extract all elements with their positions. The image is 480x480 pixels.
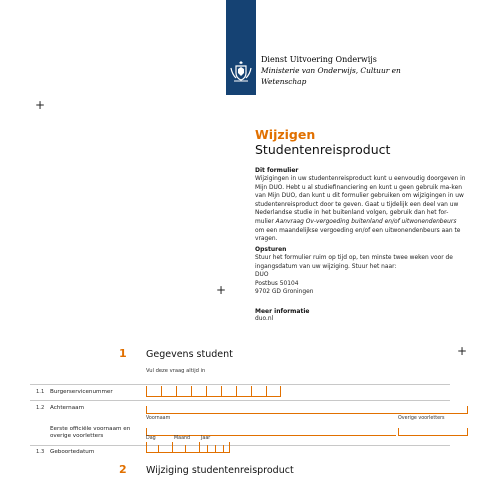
- section-title: Gegevens student: [146, 349, 233, 360]
- crosshair-icon: +: [216, 283, 227, 297]
- maand-label: Maand: [174, 436, 191, 441]
- divider: [30, 445, 450, 446]
- row-label: Eerste officiële voornaam en overige voorletters: [50, 426, 131, 439]
- org-ministry-line-1: Ministerie van Onderwijs, Cultuur en: [261, 66, 401, 75]
- row-number: 1.2: [36, 405, 45, 411]
- section-title: Wijziging studentenreisproduct: [146, 465, 294, 476]
- row-label: Achternaam: [50, 405, 85, 411]
- rijksoverheid-crest-icon: [228, 58, 254, 84]
- voorletters-label: Overige voorletters: [398, 416, 445, 421]
- form-title-action: Wijzigen: [255, 127, 316, 142]
- jaar-label: Jaar: [201, 436, 211, 441]
- row-number: 1.1: [36, 389, 45, 395]
- row-number: 1.3: [36, 449, 45, 455]
- row-label: Burgerservicenummer: [50, 389, 113, 395]
- info-link[interactable]: duo.nl: [255, 316, 274, 322]
- divider: [30, 384, 450, 385]
- org-ministry-line-2: Wetenschap: [261, 77, 307, 86]
- send-heading: Opsturen: [255, 246, 287, 253]
- crosshair-icon: +: [457, 344, 468, 358]
- form-heading: Dit formulier: [255, 167, 299, 174]
- divider: [30, 400, 450, 401]
- address-line: Postbus 50104: [255, 280, 299, 287]
- crosshair-icon: +: [35, 98, 46, 112]
- achternaam-field[interactable]: [146, 403, 468, 414]
- dag-label: Dag: [146, 436, 156, 441]
- section-number: 1: [119, 347, 127, 360]
- org-ministry: [261, 65, 411, 87]
- info-heading: Meer informatie: [255, 308, 310, 315]
- org-name: Dienst Uitvoering Onderwijs: [261, 55, 377, 64]
- geboortedatum-field[interactable]: [146, 442, 230, 453]
- form-title-subject: Studentenreisproduct: [255, 142, 391, 157]
- form-text: Wijzigingen in uw studentenreisproduct kunt u eenvoudig doorgeven in Mijn DUO. Hebt u al studiefinanciering en kunt u geen gebruik ma-ken van Mijn DUO, dan kunt u dit formulier gebruiken om wijzigingen in uw studentenreisproduct door te geven. Gaat u tijdelijk een deel van uw Nederlandse studie in het buitenland volgen, gebruik dan het for-mulier Aanvraag Ov-vergoeding buitenland en/of uitwonendenbeurs om een maandelijkse vergoeding en/of een uitwonendenbeurs aan te vragen.: [255, 176, 466, 243]
- row-label: Geboortedatum: [50, 449, 95, 455]
- section-number: 2: [119, 463, 127, 476]
- bsn-field[interactable]: [146, 386, 281, 397]
- voornaam-label: Voornaam: [146, 416, 171, 421]
- address-line: 9702 GD Groningen: [255, 289, 314, 296]
- voornaam-field[interactable]: [146, 425, 396, 436]
- address-line: DUO: [255, 272, 269, 279]
- section-hint: Vul deze vraag altijd in: [146, 368, 206, 374]
- send-text: Stuur het formulier ruim op tijd op, ten minste twee weken voor de ingangsdatum van uw wijziging. Stuur het naar: DUO Postbus 50104 9702 GD Groningen: [255, 254, 467, 297]
- voorletters-field[interactable]: [398, 425, 468, 436]
